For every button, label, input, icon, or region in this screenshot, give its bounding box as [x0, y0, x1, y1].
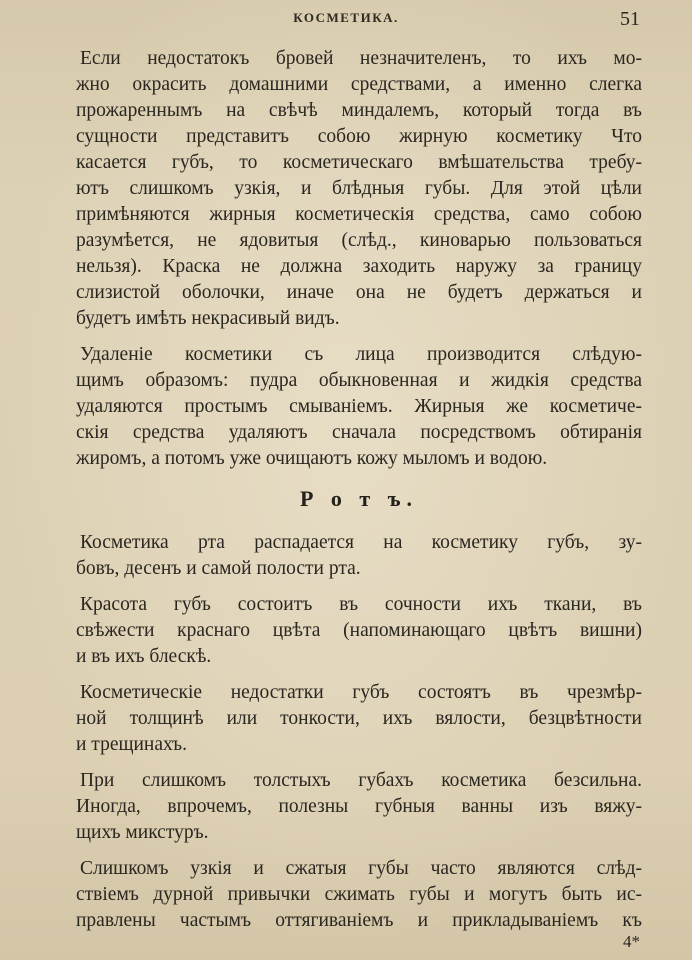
paragraph-gap [76, 332, 642, 342]
paragraph-lip-defects [76, 680, 642, 758]
paragraph-lip-beauty [76, 592, 642, 670]
paragraph-mouth-cosmetics [76, 530, 642, 582]
section-heading: Р о т ъ. [299, 486, 419, 511]
text-line: жно окрасить домашними средствами, а именно слегка [76, 74, 642, 95]
text-line: щимъ образомъ: пудра обыкновенная и жидкія средства [76, 370, 642, 391]
text-line: Удаленіе косметики съ лица производится слѣдую- [80, 344, 642, 365]
text-line: и въ ихъ блескѣ. [76, 646, 212, 667]
text-line: бовъ, десенъ и самой полости рта. [76, 558, 361, 579]
text-line: ствіемъ дурной привычки сжимать губы и могутъ быть ис- [76, 884, 642, 905]
text-line: сущности представитъ собою жирную косметику Что [76, 126, 642, 147]
text-line: слизистой оболочки, иначе она не будетъ держаться и [76, 282, 642, 303]
paragraph-gap [76, 670, 642, 680]
text-line: свѣжести краснаго цвѣта (напоминающаго цвѣтъ вишни) [76, 620, 642, 641]
text-line: Иногда, впрочемъ, полезны губныя ванны изъ вяжу- [76, 796, 642, 817]
text-line: разумѣется, не ядовитыя (слѣд., киноварью пользоваться [76, 230, 642, 251]
text-line: При слишкомъ толстыхъ губахъ косметика безсильна. [80, 770, 642, 791]
page-number: 51 [620, 8, 640, 30]
paragraph-gap [76, 582, 642, 592]
text-line: Слишкомъ узкія и сжатыя губы часто являются слѣд- [80, 858, 642, 879]
paragraph-removal [76, 342, 642, 472]
printer-signature-mark: 4* [623, 932, 640, 951]
text-line: Красота губъ состоитъ въ сочности ихъ ткани, въ [80, 594, 642, 615]
paragraph-gap [76, 846, 642, 856]
text-line: удаляются простымъ смываніемъ. Жирныя же косметиче- [76, 396, 642, 417]
text-line: ной толщинѣ или тонкости, ихъ вялости, безцвѣтности [76, 708, 642, 729]
text-line: жиромъ, а потомъ уже очищаютъ кожу мыломъ и водою. [76, 448, 548, 469]
paragraph-narrow-lips [76, 856, 642, 934]
text-line: ютъ слишкомъ узкія, и блѣдныя губы. Для этой цѣли [76, 178, 642, 199]
text-line: и трещинахъ. [76, 734, 187, 755]
text-line: прожареннымъ на свѣчѣ миндалемъ, который тогда въ [76, 100, 642, 121]
text-line: нельзя). Краска не должна заходить наружу за границу [76, 256, 642, 277]
paragraph-thick-lips [76, 768, 642, 846]
running-title: КОСМЕТИКА. [293, 10, 399, 25]
paragraph-gap [76, 758, 642, 768]
paragraph-eyebrows-lips [76, 46, 642, 332]
text-line: будетъ имѣть некрасивый видъ. [76, 308, 340, 329]
text-line: Косметика рта распадается на косметику губъ, зу- [80, 532, 642, 553]
page-header [0, 8, 692, 32]
text-line: скія средства удаляютъ сначала посредствомъ обтиранія [76, 422, 642, 443]
text-line: щихъ микстуръ. [76, 822, 209, 843]
text-line: касается губъ, то косметическаго вмѣшательства требу- [76, 152, 642, 173]
page-body [76, 46, 642, 934]
text-line: правлены частымъ оттягиваніемъ и прикладываніемъ къ [76, 910, 642, 931]
text-line: примѣняются жирныя косметическія средства, само собою [76, 204, 642, 225]
text-line: Если недостатокъ бровей незначителенъ, то ихъ мо- [80, 48, 642, 69]
text-line: Косметическіе недостатки губъ состоятъ въ чрезмѣр- [80, 682, 642, 703]
